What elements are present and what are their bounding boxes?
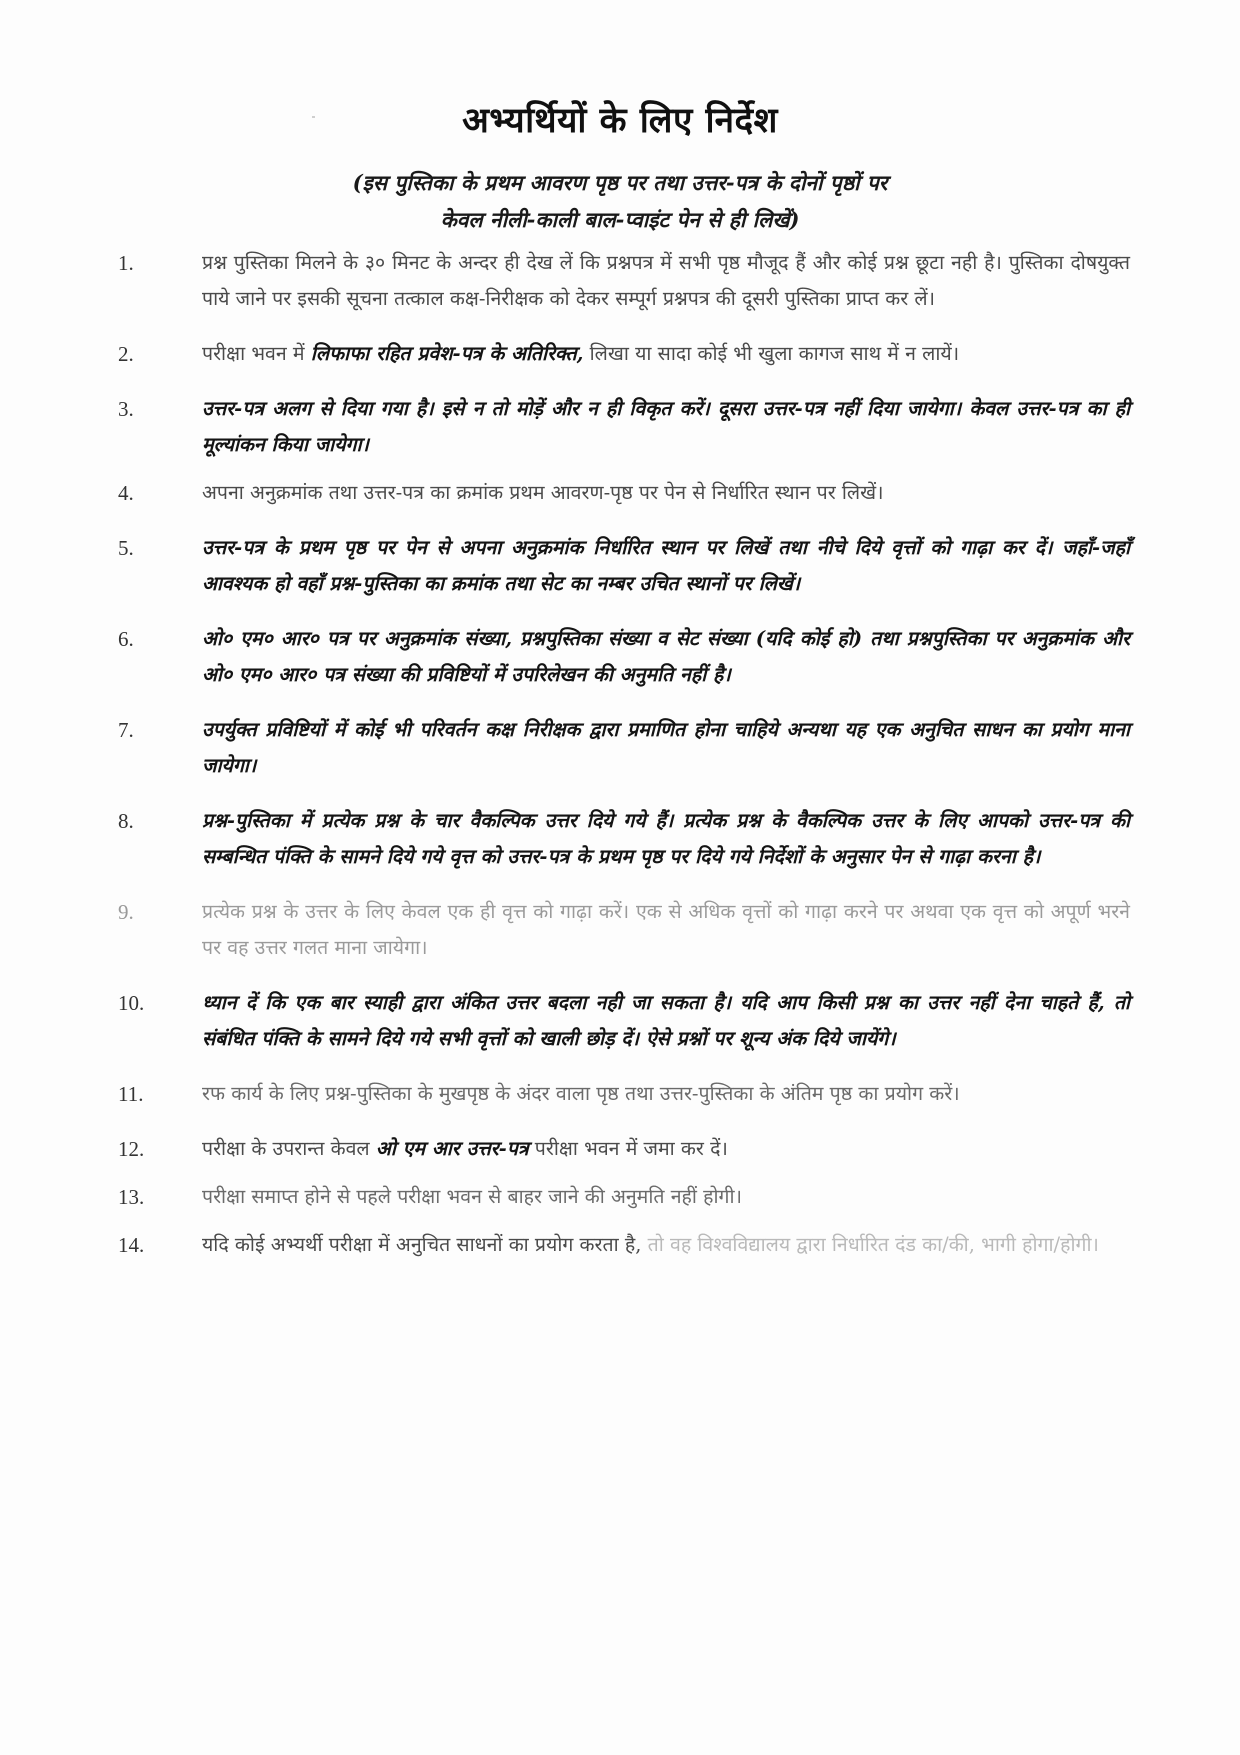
instruction-number: 10. xyxy=(118,991,145,1015)
emphasized-text: उपर्युक्त प्रविष्टियों में कोई भी परिवर्तन कक्ष निरीक्षक द्वारा प्रमाणित होना चाहिये अन्यथा यह एक अनुचित साधन का प्रयोग माना जायेगा। xyxy=(202,718,1130,777)
instruction-text xyxy=(202,336,1130,372)
instruction-item-9 xyxy=(118,894,1130,966)
instruction-number: 2. xyxy=(118,342,134,366)
pen-note xyxy=(0,164,1240,238)
instruction-text xyxy=(202,391,1130,463)
instruction-text-run: यदि कोई अभ्यर्थी परीक्षा में अनुचित साधनों का प्रयोग करता है, xyxy=(202,1233,648,1256)
instruction-text-run: परीक्षा भवन में जमा कर दें। xyxy=(528,1137,728,1160)
instruction-text xyxy=(202,1179,1130,1215)
instruction-text-run: परीक्षा भवन में xyxy=(202,342,311,365)
instruction-text xyxy=(202,475,1130,511)
instruction-number: 6. xyxy=(118,627,134,651)
instruction-text xyxy=(202,985,1130,1057)
instruction-text xyxy=(202,245,1130,317)
instruction-text xyxy=(202,1227,1130,1263)
emphasized-text: प्रश्न-पुस्तिका में प्रत्येक प्रश्न के चार वैकल्पिक उत्तर दिये गये हैं। प्रत्येक प्रश्न के वैकल्पिक उत्तर के लिए आपको उत्तर-पत्र की सम्बन्धित पंक्ति के सामने दिये गये वृत्त को उत्तर-पत्र के प्रथम पृष्ठ पर दिये गये निर्देशों के अनुसार पेन से गाढ़ा करना है। xyxy=(202,809,1130,868)
instruction-text-run: रफ कार्य के लिए प्रश्न-पुस्तिका के मुखपृष्ठ के अंदर वाला पृष्ठ तथा उत्तर-पुस्तिका के अंतिम पृष्ठ का प्रयोग करें। xyxy=(202,1082,960,1105)
pen-note-line-2: केवल नीली-काली बाल-प्वाइंट पेन से ही लिखें) xyxy=(440,207,800,232)
instruction-number: 9. xyxy=(118,900,134,924)
emphasized-text: ध्यान दें कि एक बार स्याही द्वारा अंकित उत्तर बदला नही जा सकता है। यदि आप किसी प्रश्न का उत्तर नहीं देना चाहते हैं, तो संबंधित पंक्ति के सामने दिये गये सभी वृत्तों को खाली छोड़ दें। ऐसे प्रश्नों पर शून्य अंक दिये जायेंगे। xyxy=(202,991,1130,1050)
instruction-number: 11. xyxy=(118,1082,144,1106)
instruction-text xyxy=(202,712,1130,784)
page-title: अभ्यर्थियों के लिए निर्देश xyxy=(462,100,778,141)
instruction-number: 14. xyxy=(118,1233,145,1257)
instruction-text-run: लिखा या सादा कोई भी खुला कागज साथ में न लायें। xyxy=(583,342,960,365)
instruction-text-run: अपना अनुक्रमांक तथा उत्तर-पत्र का क्रमांक प्रथम आवरण-पृष्ठ पर पेन से निर्धारित स्थान पर लिखें। xyxy=(202,481,884,504)
instruction-item-13 xyxy=(118,1179,1130,1215)
emphasized-text: उत्तर-पत्र अलग से दिया गया है। इसे न तो मोड़ें और न ही विकृत करें। दूसरा उत्तर-पत्र नहीं दिया जायेगा। केवल उत्तर-पत्र का ही मूल्यांकन किया जायेगा। xyxy=(202,397,1130,456)
instruction-number: 1. xyxy=(118,251,134,275)
instruction-item-6 xyxy=(118,621,1130,693)
instruction-text xyxy=(202,803,1130,875)
instruction-text-run: परीक्षा के उपरान्त केवल xyxy=(202,1137,376,1160)
instruction-item-7 xyxy=(118,712,1130,784)
pen-note-line-1: (इस पुस्तिका के प्रथम आवरण पृष्ठ पर तथा उत्तर-पत्र के दोनों पृष्ठों पर xyxy=(352,170,888,195)
instruction-item-14 xyxy=(118,1227,1130,1263)
instruction-text-run: प्रश्न पुस्तिका मिलने के ३० मिनट के अन्दर ही देख लें कि प्रश्नपत्र में सभी पृष्ठ मौजूद हैं और कोई प्रश्न छूटा नही है। पुस्तिका दोषयुक्त पाये जाने पर इसकी सूचना तत्काल कक्ष-निरीक्षक को देकर सम्पूर्ग प्रश्नपत्र की दूसरी पुस्तिका प्राप्त कर लें। xyxy=(202,251,1130,310)
instruction-text xyxy=(202,530,1130,602)
emphasized-text: ओ एम आर उत्तर-पत्र xyxy=(375,1137,529,1160)
instruction-text-run: प्रत्येक प्रश्न के उत्तर के लिए केवल एक ही वृत्त को गाढ़ा करें। एक से अधिक वृत्तों को गाढ़ा करने पर अथवा एक वृत्त को अपूर्ण भरने पर वह उत्तर गलत माना जायेगा। xyxy=(202,900,1130,959)
instruction-text-run: परीक्षा समाप्त होने से पहले परीक्षा भवन से बाहर जाने की अनुमति नहीं होगी। xyxy=(202,1185,742,1208)
instruction-number: 5. xyxy=(118,536,134,560)
instruction-number: 12. xyxy=(118,1137,145,1161)
instruction-text xyxy=(202,1131,1130,1167)
instruction-item-3 xyxy=(118,391,1130,463)
instruction-item-1 xyxy=(118,245,1130,317)
instruction-text-run: तो वह विश्वविद्यालय द्वारा निर्धारित दंड का/की, भागी होगा/होगी। xyxy=(647,1233,1099,1256)
instruction-item-4 xyxy=(118,475,1130,511)
instruction-text xyxy=(202,894,1130,966)
instruction-item-8 xyxy=(118,803,1130,875)
instruction-item-2 xyxy=(118,336,1130,372)
instruction-number: 7. xyxy=(118,718,134,742)
instruction-item-12 xyxy=(118,1131,1130,1167)
instruction-item-5 xyxy=(118,530,1130,602)
instruction-item-11 xyxy=(118,1076,1130,1112)
emphasized-text: ओ० एम० आर० पत्र पर अनुक्रमांक संख्या, प्रश्नपुस्तिका संख्या व सेट संख्या (यदि कोई हो) तथा प्रश्नपुस्तिका पर अनुक्रमांक और ओ० एम० आर० पत्र संख्या की प्रविष्टियों में उपरिलेखन की अनुमति नहीं है। xyxy=(202,627,1130,686)
instruction-number: 3. xyxy=(118,397,134,421)
emphasized-text: लिफाफा रहित प्रवेश-पत्र के अतिरिक्त, xyxy=(310,342,584,365)
instruction-text xyxy=(202,1076,1130,1112)
instruction-number: 13. xyxy=(118,1185,145,1209)
instruction-item-10 xyxy=(118,985,1130,1057)
instruction-number: 8. xyxy=(118,809,134,833)
instruction-list xyxy=(118,245,1130,1282)
instruction-text xyxy=(202,621,1130,693)
instruction-number: 4. xyxy=(118,481,134,505)
emphasized-text: उत्तर-पत्र के प्रथम पृष्ठ पर पेन से अपना अनुक्रमांक निर्धारित स्थान पर लिखें तथा नीचे दिये वृत्तों को गाढ़ा कर दें। जहाँ-जहाँ आवश्यक हो वहाँ प्रश्न-पुस्तिका का क्रमांक तथा सेट का नम्बर उचित स्थानों पर लिखें। xyxy=(202,536,1130,595)
